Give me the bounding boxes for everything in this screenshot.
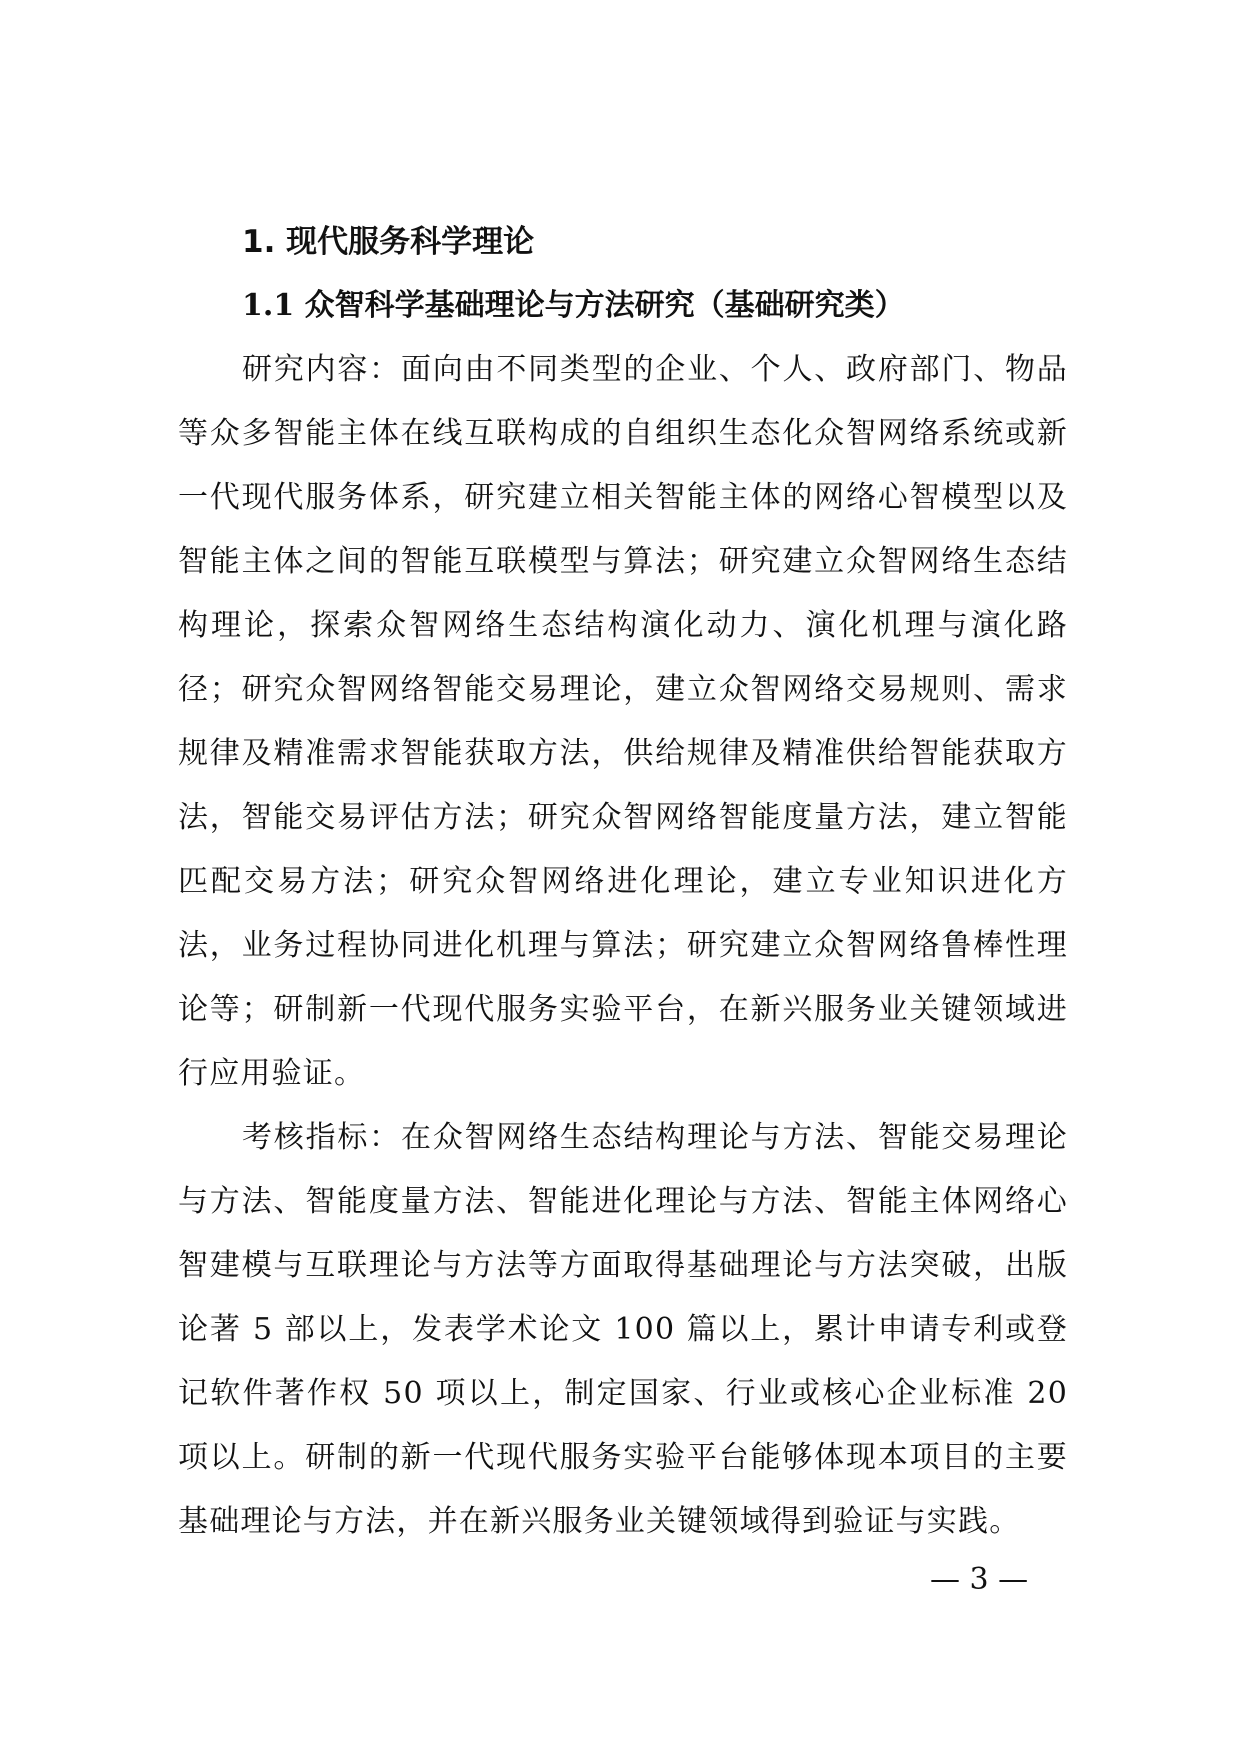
section-heading: 1. 现代服务科学理论 (242, 224, 535, 260)
page-number: — 3 — (930, 1562, 1029, 1597)
page-content (178, 210, 1068, 1554)
assessment-paragraph: 考核指标：在众智网络生态结构理论与方法、智能交易理论与方法、智能度量方法、智能进化理论与方法、智能主体网络心智建模与互联理论与方法等方面取得基础理论与方法突破，出版论著 5 部以上，发表学术论文 100 篇以上，累计申请专利或登记软件著作权 50 项以上，制定国家、行业或核心企业标准 20 项以上。研制的新一代现代服务实验平台能够体现本项目的主要基础理论与方法，并在新兴服务业关键领域得到验证与实践。 (178, 1120, 1068, 1539)
research-content-paragraph: 研究内容：面向由不同类型的企业、个人、政府部门、物品等众多智能主体在线互联构成的自组织生态化众智网络系统或新一代现代服务体系，研究建立相关智能主体的网络心智模型以及智能主体之间的智能互联模型与算法；研究建立众智网络生态结构理论，探索众智网络生态结构演化动力、演化机理与演化路径；研究众智网络智能交易理论，建立众智网络交易规则、需求规律及精准需求智能获取方法，供给规律及精准供给智能获取方法，智能交易评估方法；研究众智网络智能度量方法，建立智能匹配交易方法；研究众智网络进化理论，建立专业知识进化方法，业务过程协同进化机理与算法；研究建立众智网络鲁棒性理论等；研制新一代现代服务实验平台，在新兴服务业关键领域进行应用验证。 (178, 352, 1068, 1091)
subsection-heading: 1.1 众智科学基础理论与方法研究（基础研究类） (242, 288, 905, 323)
